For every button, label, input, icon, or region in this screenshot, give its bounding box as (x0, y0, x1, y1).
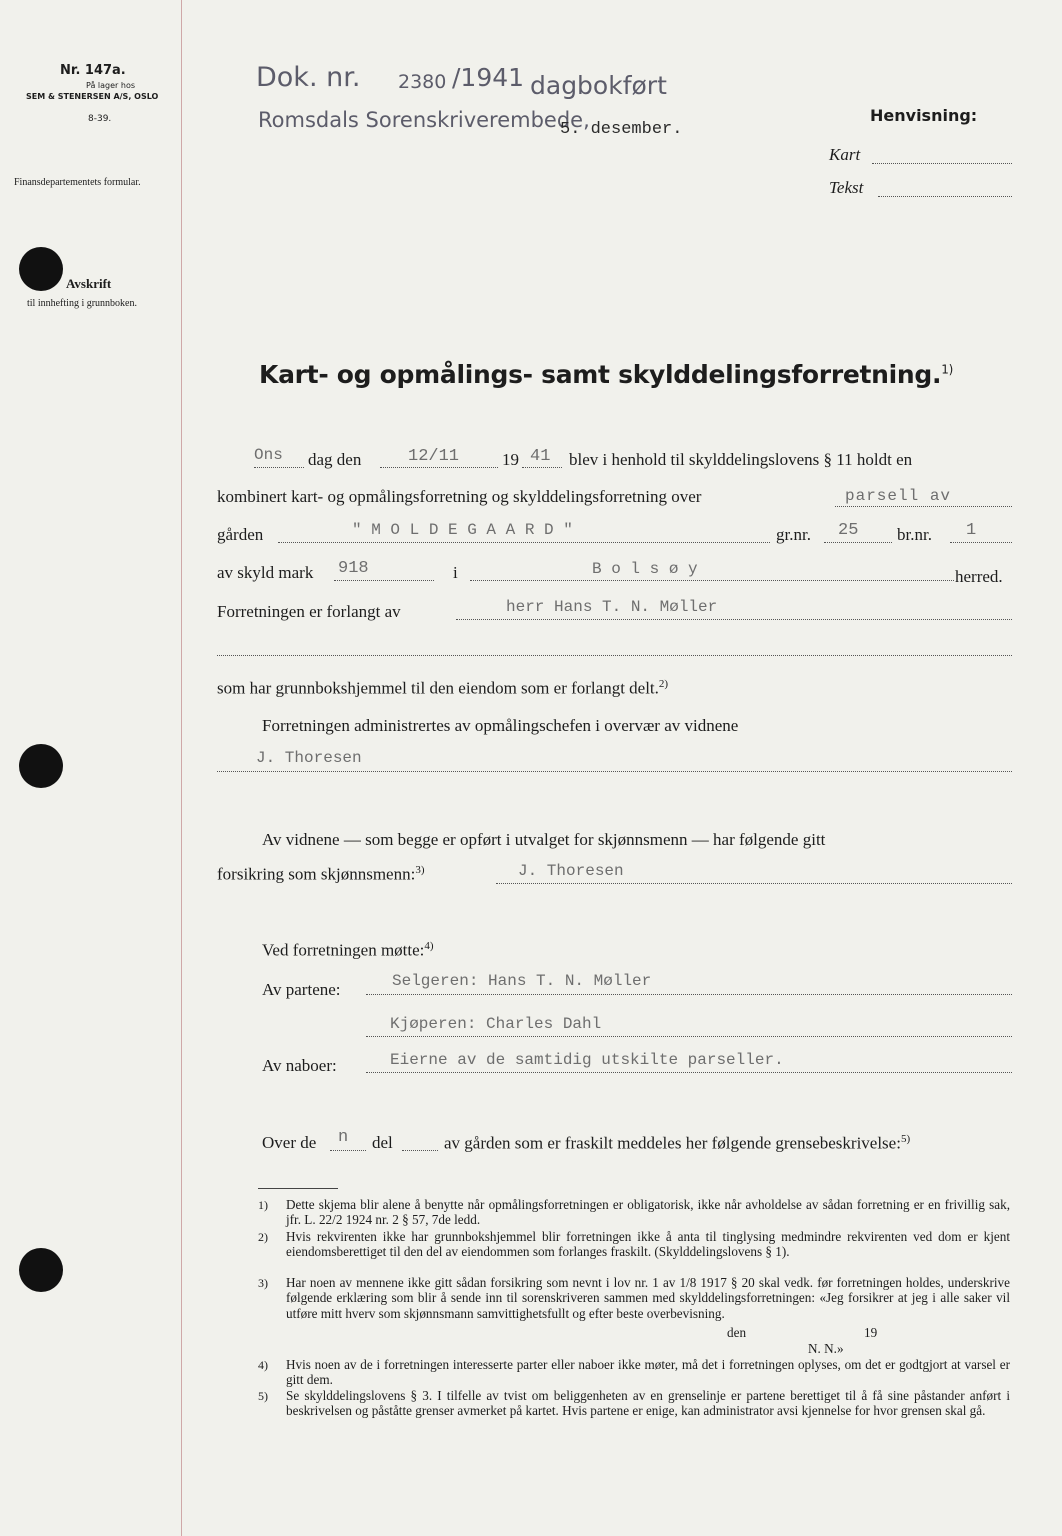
parties-label: Av partene: (262, 980, 341, 999)
brnr-label: br.nr. (897, 525, 932, 544)
hjemmel-line (217, 678, 668, 699)
weekday-value[interactable]: Ons (254, 446, 283, 464)
in-label: i (453, 563, 458, 582)
footnote-1-number: 1) (258, 1198, 268, 1212)
admin-line: Forretningen administrertes av opmålingschefen i overvær av vidnene (262, 716, 739, 735)
copy-label: Avskrift (66, 276, 112, 291)
year-field (522, 467, 562, 468)
footnote-3-number: 3) (258, 1276, 268, 1290)
form-date-code: 8-39. (88, 114, 112, 124)
hjemmel-text: som har grunnbokshjemmel til den eiendom som er forlangt delt. (217, 678, 659, 698)
rest-note: 5) (900, 1133, 911, 1145)
footnote-3-text: Har noen av mennene ikke gitt sådan forsikring som nevnt i lov nr. 1 av 1/8 1917 § 20 skal vedk. før forretningen holdes, underskrive følgende erklæring som blir å sende inn til sorenskriveren sammen med skylddelingsforretningen: «Jeg forsikrer at jeg i alle saker vil utføre mitt hverv som skjønnsmann samvittighetsfullt og efter beste overbevisning. (286, 1275, 1010, 1321)
neighbours-label: Av naboer: (262, 1056, 337, 1075)
grnr-value[interactable]: 25 (838, 521, 859, 540)
footnote-1-text: Dette skjema blir alene å benytte når opmålingsforretningen er obligatorisk, ikke når avholdelse av sådan forretning er en frivillig sak, jfr. L. 22/2 1924 nr. 2 § 57, 7de ledd. (286, 1197, 1010, 1228)
punch-hole-top (19, 247, 63, 291)
sworn-value[interactable]: J. Thoresen (518, 862, 624, 880)
punch-hole-bottom (19, 1248, 63, 1292)
stamp-doc-year: /1941 (452, 63, 525, 92)
vidnene-line-2 (217, 864, 425, 885)
seller-field (366, 994, 1012, 995)
attended-text: Ved forretningen møtte: (262, 940, 425, 960)
title-note: 1) (941, 362, 953, 377)
stamp-doc-label: Dok. nr. (256, 62, 361, 93)
reference-text-label: Tekst (829, 178, 864, 197)
farm-label: gården (217, 525, 264, 544)
attended-line (262, 940, 434, 961)
footnote-4-number: 4) (258, 1358, 268, 1372)
buyer-value[interactable]: Kjøperen: Charles Dahl (390, 1015, 602, 1033)
fraction-field (330, 1150, 366, 1151)
witness-field (217, 771, 1012, 772)
brnr-value[interactable]: 1 (966, 521, 977, 540)
hjemmel-note: 2) (658, 678, 669, 690)
requester-field-2 (217, 655, 1012, 656)
over-de-label: Over de (262, 1133, 317, 1152)
municipality-field (470, 580, 954, 581)
seller-value[interactable]: Selgeren: Hans T. N. Møller (392, 972, 652, 990)
stamp-logged: dagbokført (530, 71, 667, 100)
footnote-3-signature: N. N.» (808, 1341, 844, 1356)
footnote-5-text: Se skylddelingslovens § 3. I tilfelle av tvist om beliggenheten av en grenselinje er partene berettiget til å få sine påstander anført i beskrivelsen og påståtte grenser avmerket på kartet. Hvis partene er enige, kan administrator avsi kjennelse for hvor grensen skal gå. (286, 1388, 1010, 1419)
fraction-value[interactable]: n (338, 1128, 349, 1147)
footnote-2-number: 2) (258, 1230, 268, 1244)
copy-note: til innhefting i grunnboken. (27, 298, 137, 309)
weekday-field (254, 467, 304, 468)
neighbours-value[interactable]: Eierne av de samtidig utskilte parseller. (390, 1051, 784, 1069)
date-value[interactable]: 12/11 (408, 447, 460, 466)
brnr-field (950, 542, 1012, 543)
footnote-2-text: Hvis rekvirenten ikke har grunnbokshjemmel blir forretningen ikke å anta til tinglysing medmindre rekvirenten ved dom er kjent eiendomsberettiget til den del av eiendommen som forlanges fraskilt. (Skylddelingslovens § 1). (286, 1229, 1010, 1260)
reference-map-label: Kart (829, 145, 861, 164)
footnote-rule (258, 1188, 338, 1189)
title-text: Kart- og opmålings- samt skylddelingsforretning. (259, 360, 942, 389)
publisher-line-2: SEM & STENERSEN A/S, OSLO (26, 92, 159, 101)
skyld-field (334, 580, 434, 581)
farm-name[interactable]: " M O L D E G A A R D " (352, 521, 573, 539)
skyld-value[interactable]: 918 (338, 559, 369, 578)
reference-map-field[interactable] (872, 163, 1012, 164)
sworn-field (496, 883, 1012, 884)
punch-hole-middle (19, 744, 63, 788)
stamp-office: Romsdals Sorenskriverembede, (258, 108, 590, 132)
date-field (380, 467, 498, 468)
vidnene-note: 3) (415, 864, 425, 876)
line1-a: dag den (308, 450, 362, 469)
footnote-4-text: Hvis noen av de i forretningen interesserte parter eller naboer ikke møter, må det i forretningen oplyses, om det er godtgjort at varsel er gitt dem. (286, 1357, 1010, 1388)
form-number: Nr. 147a. (60, 63, 126, 78)
vidnene-text: forsikring som skjønnsmenn: (217, 864, 416, 884)
line1-b: blev i henhold til skylddelingslovens § 11 holdt en (569, 450, 913, 469)
municipality-value[interactable]: B o l s ø y (592, 560, 698, 578)
reference-heading: Henvisning: (870, 106, 978, 125)
herred-label: herred. (955, 567, 1003, 586)
footnote-3-year: 19 (864, 1325, 878, 1340)
del-field (402, 1150, 438, 1151)
margin-rule (181, 0, 182, 1536)
footnote-3-den: den (727, 1325, 747, 1340)
publisher-line-1: På lager hos (86, 81, 135, 90)
rest-text: av gården som er fraskilt meddeles her følgende grensebeskrivelse: (444, 1133, 901, 1153)
del-label: del (372, 1133, 393, 1152)
grnr-label: gr.nr. (776, 525, 811, 544)
skyld-label: av skyld mark (217, 563, 314, 582)
year-prefix: 19 (502, 450, 519, 469)
stamp-doc-number: 2380 (398, 71, 447, 93)
rest-line (444, 1133, 910, 1154)
vidnene-line-1: Av vidnene — som begge er opført i utvalget for skjønnsmenn — har følgende gitt (262, 830, 826, 849)
requester-value[interactable]: herr Hans T. N. Møller (506, 598, 718, 616)
object-value[interactable]: parsell av (845, 487, 952, 505)
grnr-field (824, 542, 892, 543)
requested-label: Forretningen er forlangt av (217, 602, 401, 621)
buyer-field (366, 1036, 1012, 1037)
year-suffix[interactable]: 41 (530, 447, 551, 466)
reference-text-field[interactable] (878, 196, 1012, 197)
attended-note: 4) (424, 940, 434, 952)
requester-field (456, 619, 1012, 620)
footnote-5-number: 5) (258, 1389, 268, 1403)
form-issuer: Finansdepartementets formular. (14, 177, 141, 188)
farm-field (278, 542, 770, 543)
witness-value[interactable]: J. Thoresen (256, 749, 362, 767)
neighbours-field (366, 1072, 1012, 1073)
object-field (835, 506, 1012, 507)
stamp-date: 5. desember. (560, 120, 683, 139)
line2: kombinert kart- og opmålingsforretning og skylddelingsforretning over (217, 487, 702, 506)
document-title (259, 360, 953, 389)
